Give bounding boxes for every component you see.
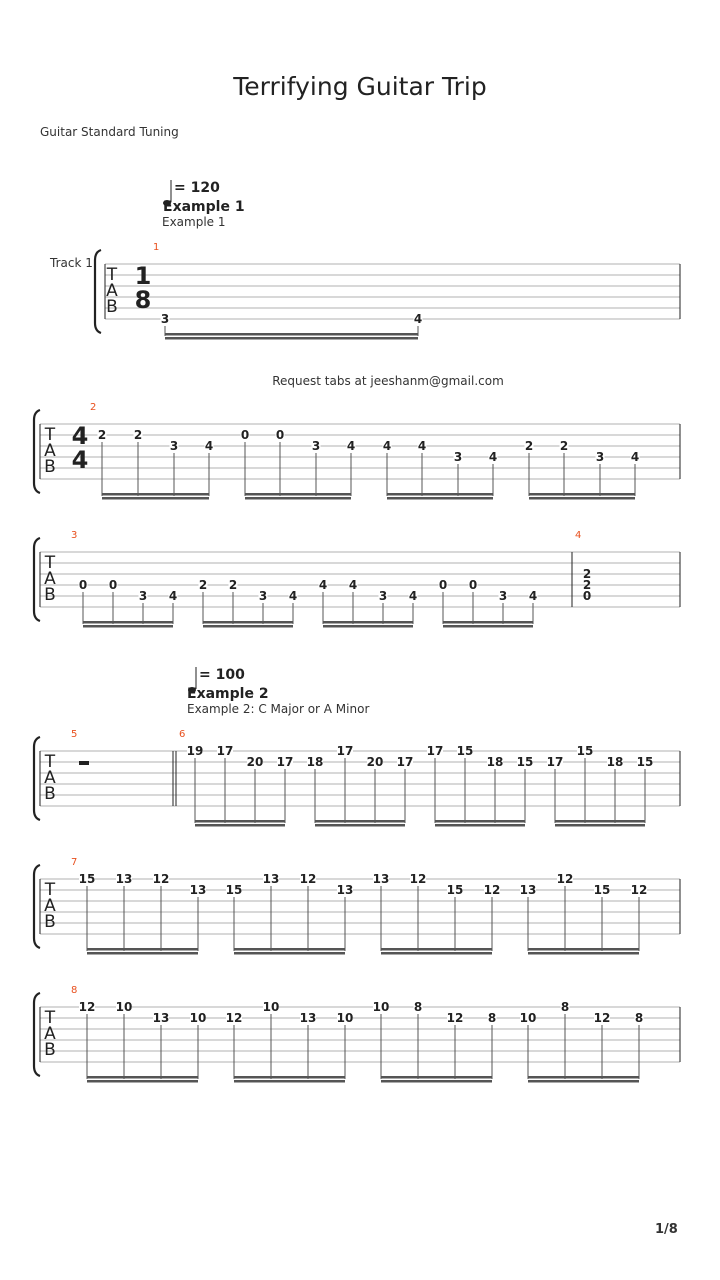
tab-clef-letter: B [44,1040,56,1060]
fret-number: 20 [246,755,264,769]
beam-secondary [195,824,285,827]
fret-number: 8 [634,1011,644,1025]
bar-number: 1 [153,242,160,253]
fret-number: 12 [299,872,317,886]
beam-secondary [323,625,413,628]
system-bracket [34,538,40,621]
fret-number: 12 [593,1011,611,1025]
fret-number: 3 [595,450,605,464]
system-bracket [34,410,40,493]
tab-clef-letter: A [44,1024,56,1044]
fret-number: 13 [152,1011,170,1025]
fret-number: 19 [186,744,204,758]
beam-primary [443,621,533,624]
section-subtitle: Example 1 [162,215,226,229]
beam-primary [83,621,173,624]
fret-number: 12 [152,872,170,886]
fret-number: 15 [593,883,611,897]
fret-number: 18 [486,755,504,769]
fret-number: 4 [382,439,392,453]
fret-number: 10 [262,1000,280,1014]
beam-secondary [234,952,345,955]
time-signature-top: 1 [134,262,152,290]
fret-number: 2 [524,439,534,453]
tab-clef-letter: T [44,553,56,573]
fret-number: 12 [225,1011,243,1025]
section-name: Example 1 [163,199,245,215]
tab-clef-letter: T [44,880,56,900]
fret-number: 13 [336,883,354,897]
fret-number: 17 [426,744,444,758]
score-title: Terrifying Guitar Trip [233,72,487,101]
fret-number: 8 [487,1011,497,1025]
bar-number: 8 [71,985,78,996]
request-note: Request tabs at jeeshanm@gmail.com [272,374,504,388]
fret-number: 0 [468,578,478,592]
fret-number: 20 [366,755,384,769]
fret-number: 3 [160,312,170,326]
beam-primary [87,948,198,951]
fret-number: 2 [198,578,208,592]
fret-number: 8 [560,1000,570,1014]
beam-primary [381,1076,492,1079]
section-name: Example 2 [187,686,269,702]
fret-number: 0 [78,578,88,592]
beam-primary [387,493,493,496]
beam-primary [323,621,413,624]
section-subtitle: Example 2: C Major or A Minor [187,702,370,716]
fret-number: 3 [378,589,388,603]
fret-number: 17 [336,744,354,758]
fret-number: 0 [438,578,448,592]
bar-number: 3 [71,530,78,541]
fret-number: 13 [519,883,537,897]
fret-number: 0 [108,578,118,592]
fret-number: 2 [582,567,592,581]
fret-number: 3 [311,439,321,453]
fret-number: 3 [169,439,179,453]
fret-number: 4 [318,578,328,592]
beam-secondary [387,497,493,500]
tab-clef-letter: T [44,425,56,445]
tab-clef-letter: A [44,441,56,461]
fret-number: 15 [225,883,243,897]
beam-secondary [435,824,525,827]
tab-clef-letter: B [44,585,56,605]
beam-primary [203,621,293,624]
tab-clef-letter: A [106,281,118,301]
fret-number: 4 [348,578,358,592]
bar-number: 4 [575,530,582,541]
fret-number: 2 [97,428,107,442]
tab-clef-letter: B [106,297,118,317]
fret-number: 15 [456,744,474,758]
time-signature-bottom: 4 [71,446,89,474]
beam-primary [528,948,639,951]
beam-secondary [203,625,293,628]
fret-number: 3 [258,589,268,603]
fret-number: 10 [519,1011,537,1025]
tab-clef-letter: B [44,457,56,477]
fret-number: 4 [288,589,298,603]
beam-primary [195,820,285,823]
tab-clef-letter: B [44,912,56,932]
fret-number: 13 [115,872,133,886]
fret-number: 2 [559,439,569,453]
fret-number: 17 [396,755,414,769]
fret-number: 12 [483,883,501,897]
beam-primary [315,820,405,823]
fret-number: 18 [306,755,324,769]
fret-number: 4 [630,450,640,464]
page-number: 1/8 [655,1222,678,1237]
fret-number: 3 [453,450,463,464]
beam-secondary [87,952,198,955]
fret-number: 12 [446,1011,464,1025]
time-signature-bottom: 8 [134,286,152,314]
fret-number: 4 [488,450,498,464]
fret-number: 15 [446,883,464,897]
beam-secondary [443,625,533,628]
tab-clef-letter: A [44,569,56,589]
track-name: Track 1 [50,256,93,270]
beam-primary [528,1076,639,1079]
fret-number: 4 [528,589,538,603]
beam-primary [165,333,418,336]
fret-number: 13 [262,872,280,886]
fret-number: 4 [408,589,418,603]
beam-secondary [315,824,405,827]
beam-secondary [528,952,639,955]
fret-number: 10 [115,1000,133,1014]
fret-number: 4 [346,439,356,453]
fret-number: 18 [606,755,624,769]
fret-number: 12 [556,872,574,886]
beam-primary [555,820,645,823]
beam-secondary [234,1080,345,1083]
fret-number: 4 [204,439,214,453]
fret-number: 15 [78,872,96,886]
beam-primary [234,948,345,951]
system-bracket [34,865,40,948]
beam-primary [529,493,635,496]
fret-number: 13 [189,883,207,897]
fret-number: 0 [240,428,250,442]
beam-primary [435,820,525,823]
tab-clef-letter: T [44,752,56,772]
fret-number: 13 [299,1011,317,1025]
fret-number: 10 [336,1011,354,1025]
tuning-label: Guitar Standard Tuning [40,125,179,139]
beam-primary [381,948,492,951]
fret-number: 12 [409,872,427,886]
fret-number: 3 [138,589,148,603]
fret-number: 12 [78,1000,96,1014]
fret-number: 2 [228,578,238,592]
fret-number: 15 [636,755,654,769]
fret-number: 4 [168,589,178,603]
fret-number: 15 [516,755,534,769]
fret-number: 13 [372,872,390,886]
fret-number: 17 [276,755,294,769]
bar-number: 5 [71,729,78,740]
fret-number: 10 [189,1011,207,1025]
fret-number: 17 [546,755,564,769]
fret-number: 10 [372,1000,390,1014]
fret-number: 2 [582,578,592,592]
beam-secondary [555,824,645,827]
beam-secondary [245,497,351,500]
beam-primary [87,1076,198,1079]
fret-number: 4 [417,439,427,453]
beam-secondary [102,497,209,500]
fret-number: 8 [413,1000,423,1014]
beam-secondary [381,952,492,955]
beam-primary [234,1076,345,1079]
fret-number: 2 [133,428,143,442]
tab-clef-letter: T [44,1008,56,1028]
bar-number: 7 [71,857,78,868]
fret-number: 12 [630,883,648,897]
tab-clef-letter: A [44,896,56,916]
fret-number: 15 [576,744,594,758]
tab-clef-letter: T [106,265,118,285]
beam-secondary [83,625,173,628]
fret-number: 0 [275,428,285,442]
system-bracket [34,737,40,820]
tempo-value: = 120 [174,180,220,196]
system-bracket [95,250,101,333]
beam-secondary [528,1080,639,1083]
beam-secondary [381,1080,492,1083]
beam-secondary [165,337,418,340]
beam-primary [102,493,209,496]
tab-clef-letter: A [44,768,56,788]
system-bracket [34,993,40,1076]
beam-secondary [87,1080,198,1083]
fret-number: 4 [413,312,423,326]
time-signature-top: 4 [71,422,89,450]
fret-number: 17 [216,744,234,758]
fret-number: 0 [582,589,592,603]
beam-primary [245,493,351,496]
tempo-value: = 100 [199,667,245,683]
tab-clef-letter: B [44,784,56,804]
bar-number: 6 [179,729,186,740]
beam-secondary [529,497,635,500]
bar-number: 2 [90,402,97,413]
fret-number: 3 [498,589,508,603]
rest-mark [79,761,89,765]
